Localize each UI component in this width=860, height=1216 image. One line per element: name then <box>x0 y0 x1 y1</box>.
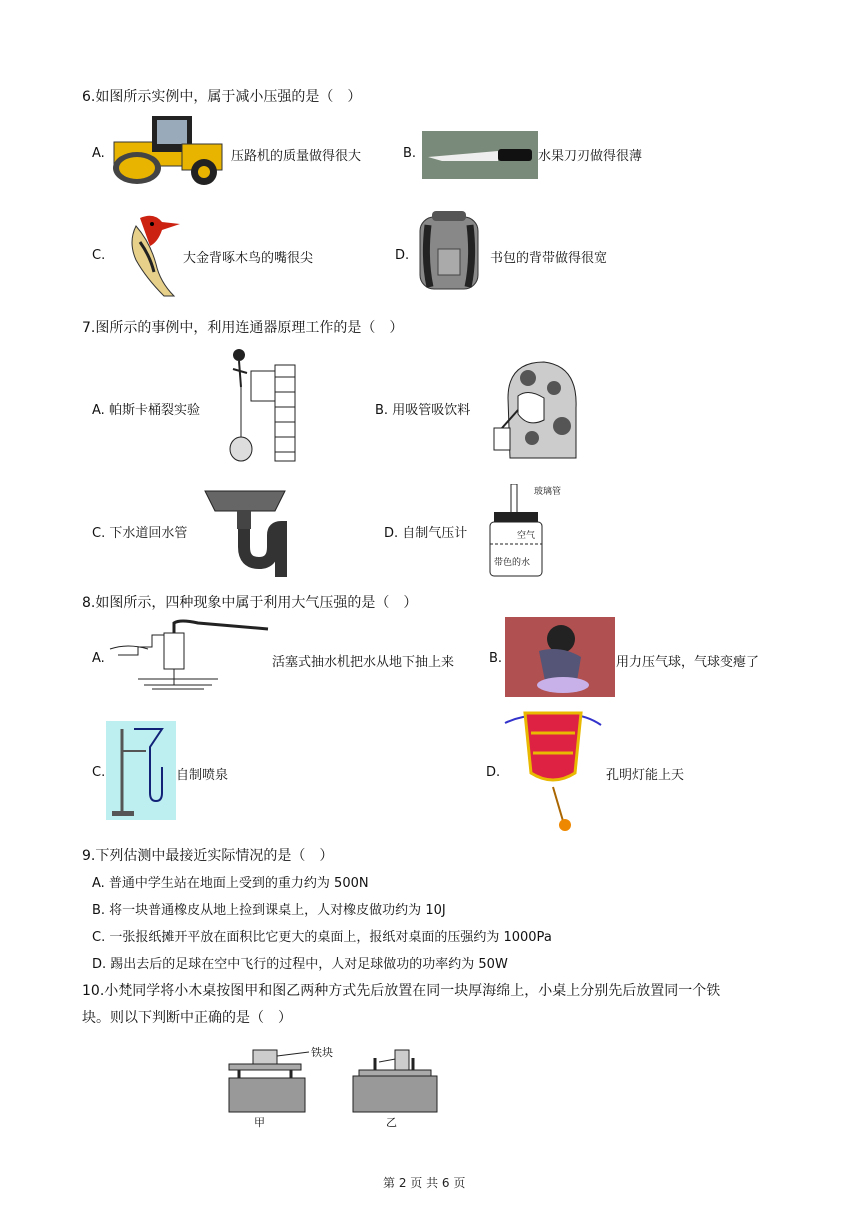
q6-option-d-letter: D. <box>395 248 410 263</box>
barometer-air-label: 空气 <box>517 531 536 541</box>
q6-stem: 6.如图所示实例中，属于减小压强的是（ ） <box>82 89 362 105</box>
q8-option-d-text: 孔明灯能上天 <box>606 768 685 783</box>
barometer-tube-label: 玻璃管 <box>534 487 562 497</box>
drain-trap-image <box>203 487 293 579</box>
q6-option-a-text: 压路机的质量做得很大 <box>231 149 362 164</box>
q7-option-a-label <box>92 399 200 418</box>
balloon-press-image <box>505 617 615 697</box>
q6-option-b-letter: B. <box>403 146 417 161</box>
q7-option-a-text: 帕斯卡桶裂实验 <box>108 403 200 418</box>
q8-stem: 8.如图所示，四种现象中属于利用大气压强的是（ ） <box>82 595 418 611</box>
page-number-footer: 第 2 页 共 6 页 <box>383 1176 466 1190</box>
q7-option-d-letter: D. <box>384 526 399 541</box>
q9-stem: 9.下列估测中最接近实际情况的是（ ） <box>82 848 334 864</box>
iron-block-label: 铁块 <box>311 1046 333 1059</box>
q8-option-b-text: 用力压气球，气球变瘪了 <box>616 655 760 670</box>
piston-pump-image <box>108 619 273 691</box>
q6-option-d-text: 书包的背带做得很宽 <box>490 251 608 266</box>
q7-option-b-letter: B. <box>375 403 389 418</box>
q10-stem-line1: 10.小梵同学将小木桌按图甲和图乙两种方式先后放置在同一块厚海绵上，小桌上分别先后放置同一个铁 <box>82 983 721 999</box>
q7-option-c-text: 下水道回水管 <box>109 526 188 541</box>
q10-stem-line2: 块。则以下判断中正确的是（ ） <box>82 1010 292 1026</box>
fruit-knife-image <box>422 131 538 179</box>
q7-option-b-text: 用吸管吸饮料 <box>392 403 471 418</box>
q9-option-c: C. 一张报纸摊开平放在面积比它更大的桌面上，报纸对桌面的压强约为 1000Pa <box>92 930 552 945</box>
figure-yi-label: 乙 <box>386 1116 397 1129</box>
q7-option-a-letter: A. <box>92 403 105 418</box>
road-roller-image <box>112 114 227 186</box>
q7-option-c-label <box>92 522 187 541</box>
q7-option-d-label <box>384 522 467 541</box>
q6-option-c-letter: C. <box>92 248 106 263</box>
q6-option-a-letter: A. <box>92 146 105 161</box>
q8-option-b-letter: B. <box>489 651 503 666</box>
q7-option-c-letter: C. <box>92 526 106 541</box>
q8-option-c-text: 自制喷泉 <box>176 768 229 783</box>
barometer-water-label: 带色的水 <box>494 558 531 568</box>
woodpecker-image <box>110 212 182 298</box>
q8-option-d-letter: D. <box>486 765 501 780</box>
figure-jia-label: 甲 <box>254 1116 265 1129</box>
q7-stem: 7.图所示的事例中，利用连通器原理工作的是（ ） <box>82 320 404 336</box>
q9-option-a: A. 普通中学生站在地面上受到的重力约为 500N <box>92 876 369 891</box>
q7-option-b-label <box>375 399 470 418</box>
kongming-lantern-image <box>501 703 606 836</box>
pascal-barrel-image <box>215 347 300 465</box>
q7-option-d-text: 自制气压计 <box>402 526 468 541</box>
q8-option-c-letter: C. <box>92 765 106 780</box>
q6-option-c-text: 大金背啄木鸟的嘴很尖 <box>183 251 314 266</box>
backpack-image <box>408 209 490 297</box>
q6-option-b-text: 水果刀刃做得很薄 <box>538 149 643 164</box>
q8-option-a-text: 活塞式抽水机把水从地下抽上来 <box>272 655 455 670</box>
homemade-fountain-image <box>106 721 176 820</box>
q9-option-d: D. 踢出去后的足球在空中飞行的过程中，人对足球做功的功率约为 50W <box>92 957 508 972</box>
q9-option-b: B. 将一块普通橡皮从地上捡到课桌上，人对橡皮做功约为 10J <box>92 903 446 918</box>
q8-option-a-letter: A. <box>92 651 105 666</box>
drinking-straw-child-image <box>488 358 583 460</box>
